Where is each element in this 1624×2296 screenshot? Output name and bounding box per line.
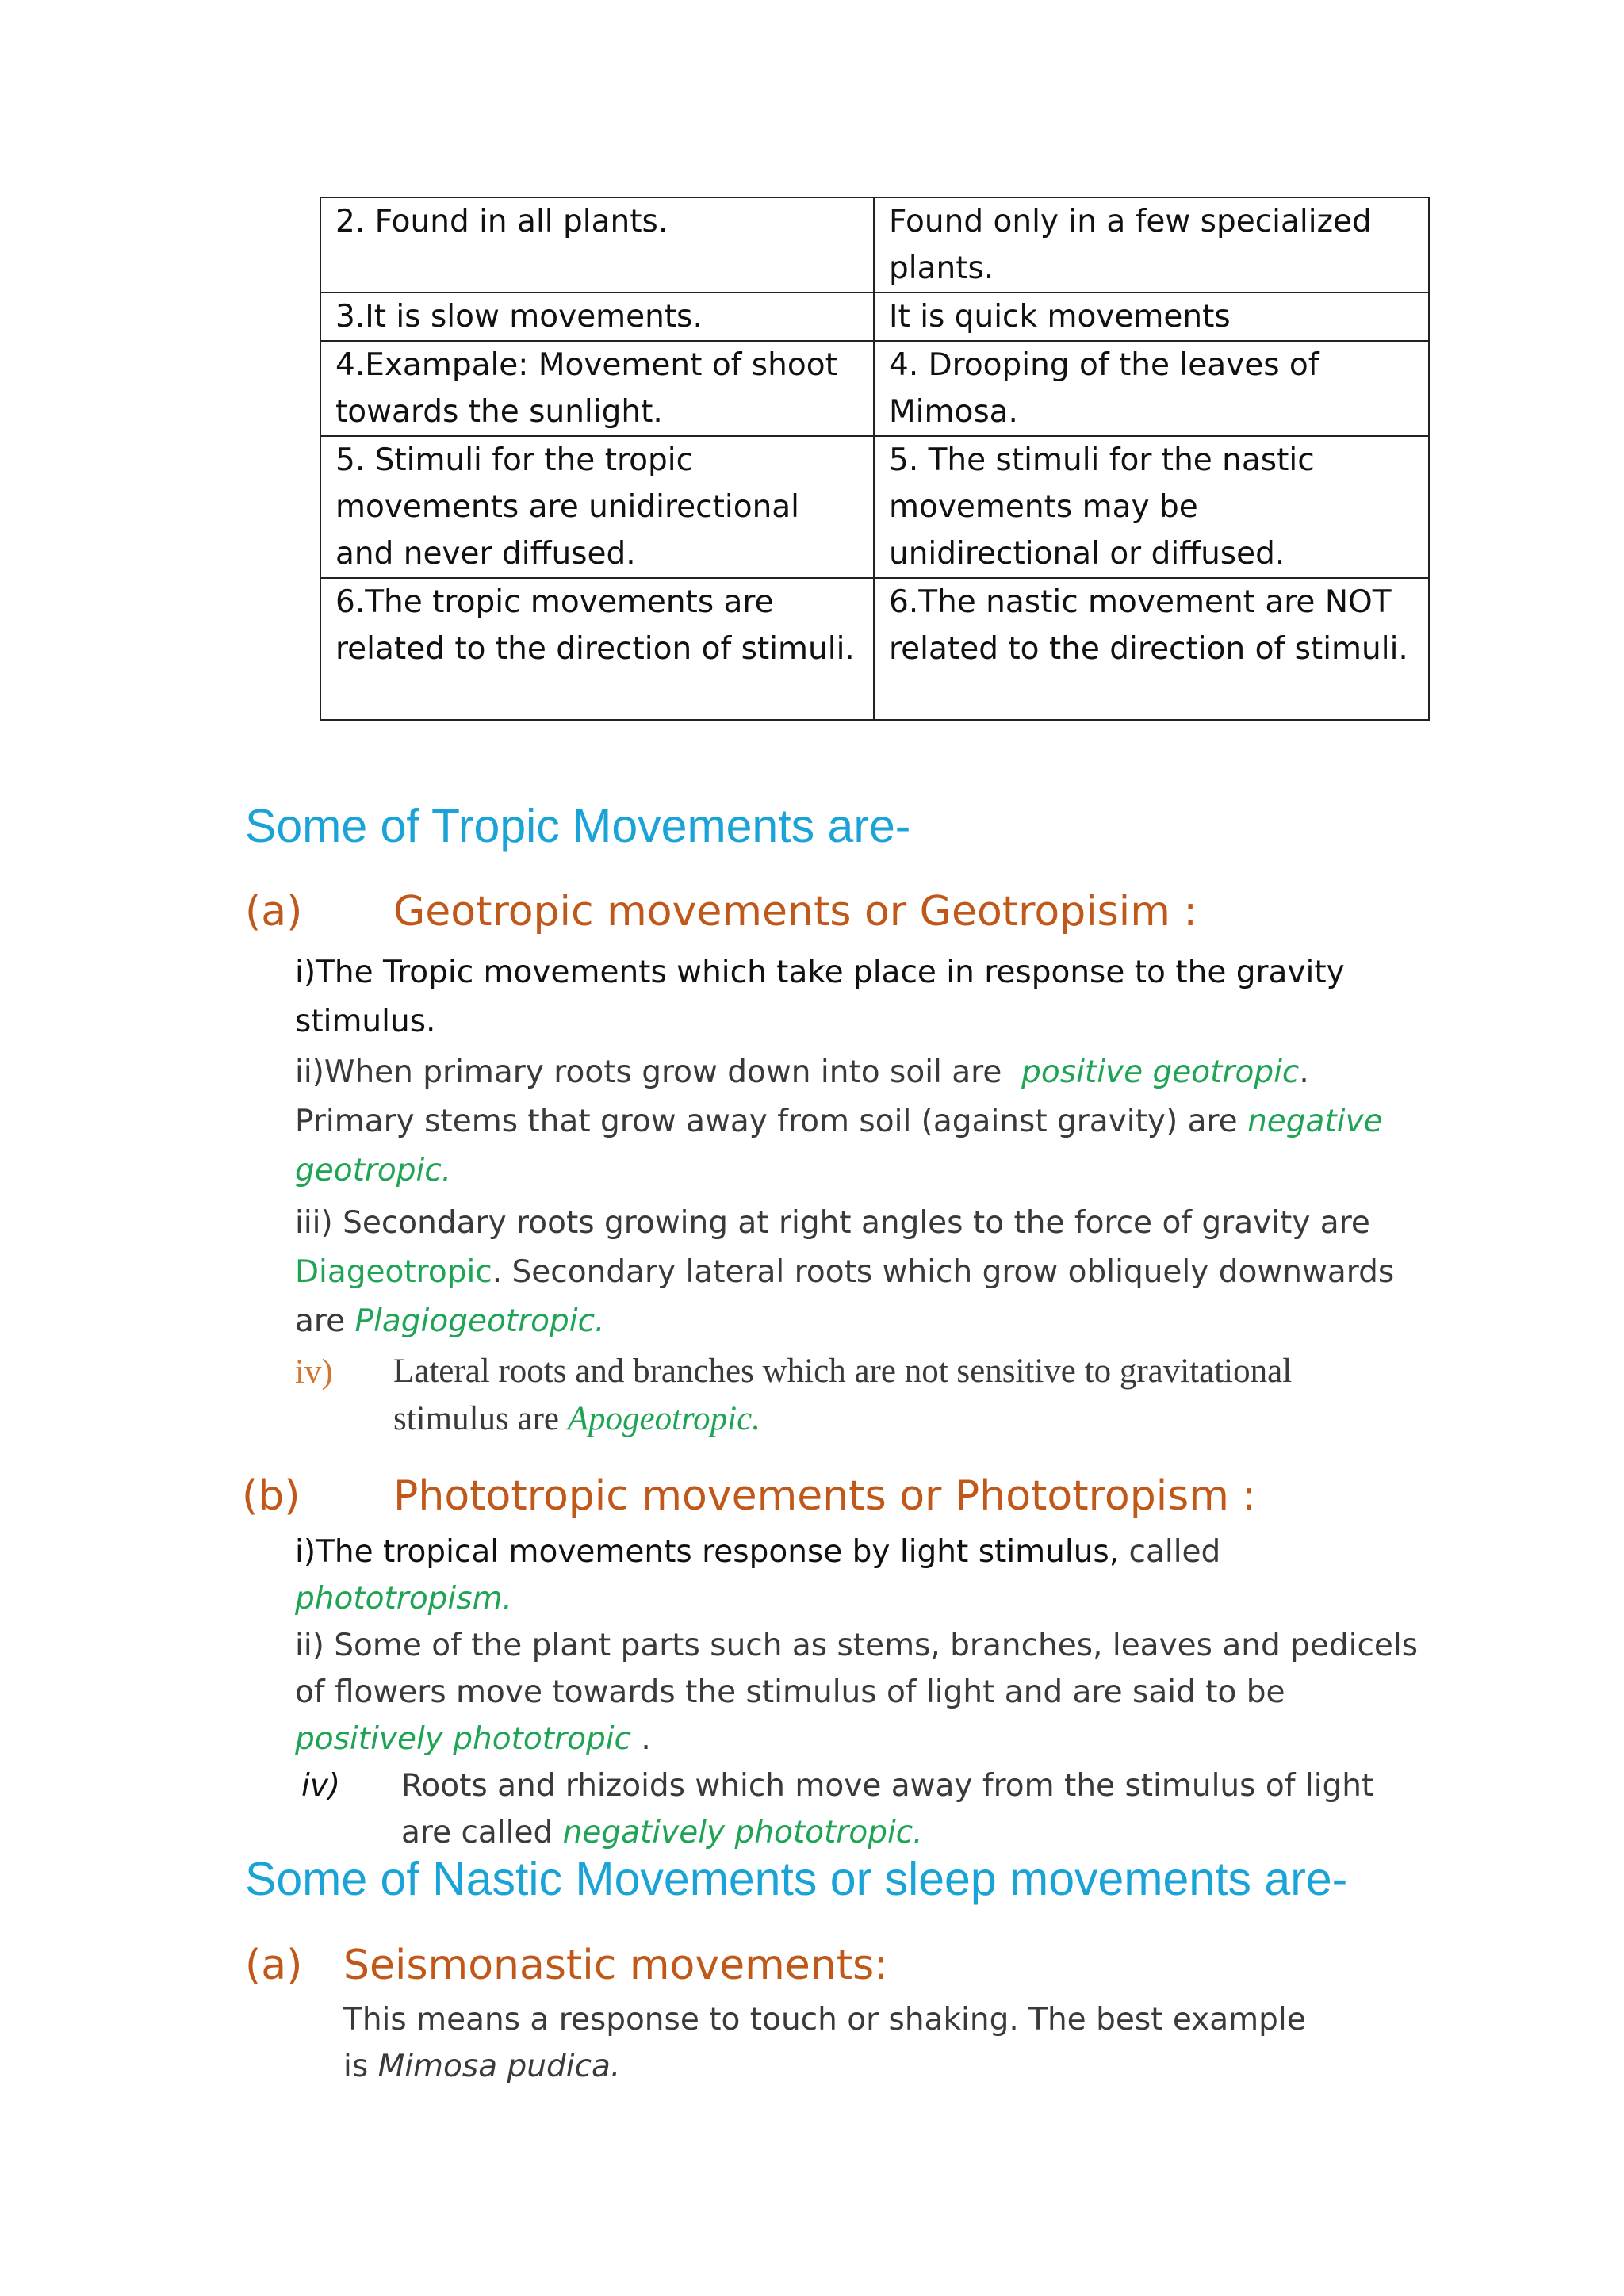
- text-line: Lateral roots and branches which are not sensitive to gravitational: [393, 1353, 1293, 1390]
- text-line: Roots and rhizoids which move away from the stimulus of light: [401, 1768, 1374, 1804]
- text-line: [295, 1716, 1418, 1762]
- nastic-heading: Some of Nastic Movements or sleep movements are-: [245, 1853, 1348, 1905]
- text-line: [295, 1529, 1220, 1575]
- term-geotropic: geotropic.: [295, 1153, 452, 1188]
- text-run: i)The tropical movements response by light stimulus,: [295, 1534, 1120, 1570]
- term-plagiogeotropic: Plagiogeotropic.: [354, 1303, 605, 1339]
- text-run: are called: [401, 1815, 553, 1850]
- text-line: [295, 1097, 1383, 1146]
- geotropic-title: Geotropic movements or Geotropisim :: [393, 888, 1197, 936]
- text-run: is: [343, 2049, 369, 2084]
- term-positive-geotropic: positive geotropic: [1021, 1054, 1300, 1090]
- term-diageotropic: Diageotropic: [295, 1254, 492, 1290]
- text-line: iii) Secondary roots growing at right angles to the force of gravity are: [295, 1205, 1370, 1241]
- geotropic-para-4: [393, 1348, 1292, 1443]
- text-run: are: [295, 1303, 346, 1339]
- text-line: [295, 1048, 1383, 1097]
- text-line: This means a response to touch or shaking. The best example: [343, 2002, 1306, 2038]
- text-line: ii) Some of the plant parts such as stems, branches, leaves and pedicels: [295, 1628, 1419, 1663]
- term-phototropism: phototropism.: [295, 1581, 512, 1617]
- table-row: [320, 436, 1429, 578]
- text-line: [401, 1809, 1373, 1856]
- term-positively-phototropic: positively phototropic: [295, 1721, 631, 1757]
- text-line: stimulus.: [295, 1004, 436, 1039]
- table-cell: 6.The tropic movements are related to the direction of stimuli.: [320, 578, 874, 720]
- text-run: .: [1299, 1054, 1309, 1090]
- table-cell: 6.The nastic movement are NOT related to the direction of stimuli.: [874, 578, 1429, 720]
- geotropic-label: (a): [245, 888, 303, 936]
- table-row: [320, 293, 1429, 341]
- phototropic-para-4: [401, 1762, 1373, 1856]
- seismonastic-title: Seismonastic movements:: [343, 1942, 888, 1989]
- tropic-heading: Some of Tropic Movements are-: [245, 800, 911, 852]
- text-run: stimulus are: [393, 1400, 559, 1437]
- text-line: [295, 1248, 1394, 1297]
- table-cell: 5. Stimuli for the tropic movements are unidirectional and never diffused.: [320, 436, 874, 578]
- phototropic-title: Phototropic movements or Phototropism :: [393, 1472, 1256, 1520]
- text-line: [295, 1297, 1394, 1346]
- seismonastic-label: (a): [245, 1942, 303, 1989]
- seismonastic-para: [343, 1996, 1306, 2090]
- phototropic-para-2: [295, 1622, 1418, 1762]
- table-cell: It is quick movements: [874, 293, 1429, 341]
- phototropic-para-1: [295, 1529, 1220, 1622]
- term-negatively-phototropic: negatively phototropic.: [562, 1815, 923, 1850]
- table-cell: 4.Exampale: Movement of shoot towards the sunlight.: [320, 341, 874, 436]
- text-line: [343, 2043, 1306, 2090]
- comparison-table: [320, 197, 1430, 721]
- phototropic-label: (b): [242, 1472, 301, 1520]
- table-cell: 5. The stimuli for the nastic movements may be unidirectional or diffused.: [874, 436, 1429, 578]
- table-row: [320, 197, 1429, 293]
- text-run: . Secondary lateral roots which grow obliquely downwards: [492, 1254, 1395, 1290]
- text-line: [393, 1395, 1292, 1443]
- table-cell: 4. Drooping of the leaves of Mimosa.: [874, 341, 1429, 436]
- table-cell: 2. Found in all plants.: [320, 197, 874, 293]
- table-cell: 3.It is slow movements.: [320, 293, 874, 341]
- phototropic-item-number: iv): [301, 1768, 341, 1804]
- geotropic-para-1: [295, 948, 1345, 1047]
- text-run: .: [641, 1721, 651, 1757]
- term-negative: negative: [1247, 1104, 1383, 1139]
- geotropic-para-2: [295, 1048, 1383, 1196]
- table-row: [320, 578, 1429, 720]
- text-line: of flowers move towards the stimulus of light and are said to be: [295, 1674, 1285, 1710]
- table-row: [320, 341, 1429, 436]
- table-cell: Found only in a few specialized plants.: [874, 197, 1429, 293]
- text-run: called: [1128, 1534, 1221, 1570]
- geotropic-para-3: [295, 1199, 1394, 1346]
- text-run: ii)When primary roots grow down into soil are: [295, 1054, 1002, 1090]
- term-apogeotropic: Apogeotropic.: [567, 1400, 760, 1437]
- term-mimosa-pudica: Mimosa pudica.: [377, 2049, 621, 2084]
- text-run: Primary stems that grow away from soil (against gravity) are: [295, 1104, 1238, 1139]
- geotropic-item-number: iv): [295, 1353, 333, 1391]
- text-line: i)The Tropic movements which take place in response to the gravity: [295, 955, 1345, 990]
